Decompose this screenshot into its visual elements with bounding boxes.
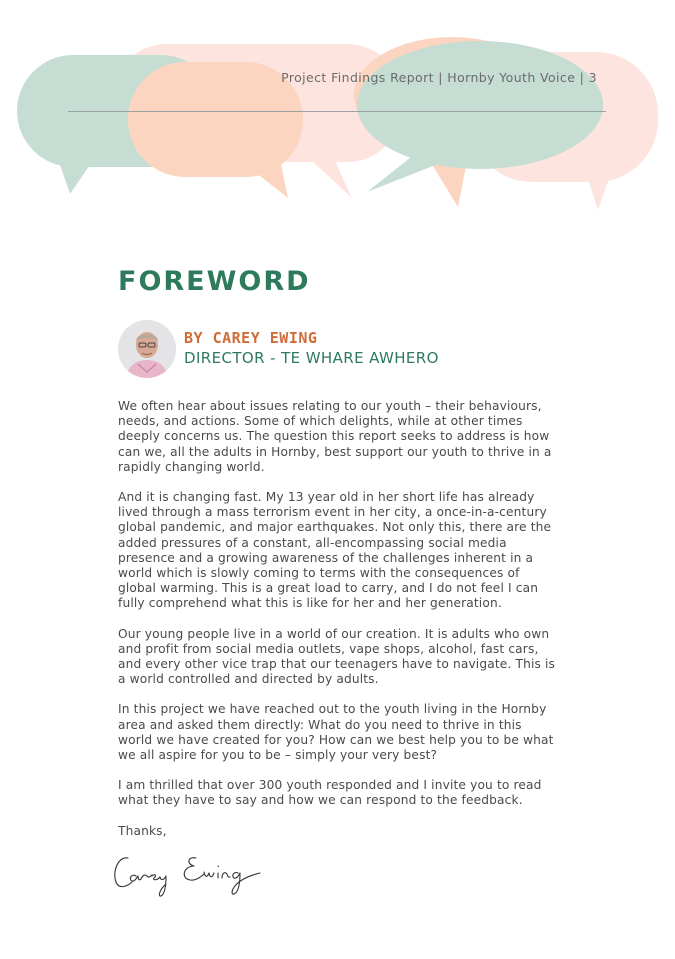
paragraph: I am thrilled that over 300 youth responded and I invite you to read what they have to say and how we can respond to the feedback. — [118, 778, 542, 808]
header-divider — [68, 111, 606, 112]
running-header: Project Findings Report | Hornby Youth Voice | 3 — [281, 70, 597, 85]
foreword-body — [118, 399, 558, 854]
peach-speech-bubble-middle — [128, 62, 303, 198]
closing-line: Thanks, — [118, 823, 167, 838]
paragraph: In this project we have reached out to the youth living in the Hornby area and asked them directly: What do you need to thrive in this world we have created for you? How can we best help you to be what we all aspire for you to be – simply your very best? — [118, 702, 554, 763]
page-title: FOREWORD — [118, 266, 311, 297]
paragraph: And it is changing fast. My 13 year old in her short life has already lived through a mass terrorism event in her city, a once-in-a-century global pandemic, and major earthquakes. Not only this, there are the added pressures of a constant, all-encompassing social media presence and a growing awareness of the challenges inherent in a world which is slowly coming to terms with the consequences of global warming. This is a great load to carry, and I do not feel I can fully comprehend what this is like for her and her generation. — [118, 490, 552, 611]
paragraph: Our young people live in a world of our creation. It is adults who own and profit from social media outlets, vape shops, alcohol, fast cars, and every other vice trap that our teenagers have to navigate. This is a world controlled and directed by adults. — [118, 626, 556, 687]
author-role: DIRECTOR - TE WHARE AWHERO — [184, 349, 439, 367]
paragraph: We often hear about issues relating to our youth – their behaviours, needs, and actions. Some of which delights, while at other times deeply concerns us. The question this report seeks to address is how can we, all the adults in Hornby, best support our youth to thrive in a rapidly changing world. — [118, 399, 552, 474]
author-avatar — [118, 320, 176, 378]
speech-bubbles-decoration — [0, 0, 675, 230]
handwritten-signature — [110, 846, 280, 901]
author-byline: BY CAREY EWING — [184, 329, 318, 347]
